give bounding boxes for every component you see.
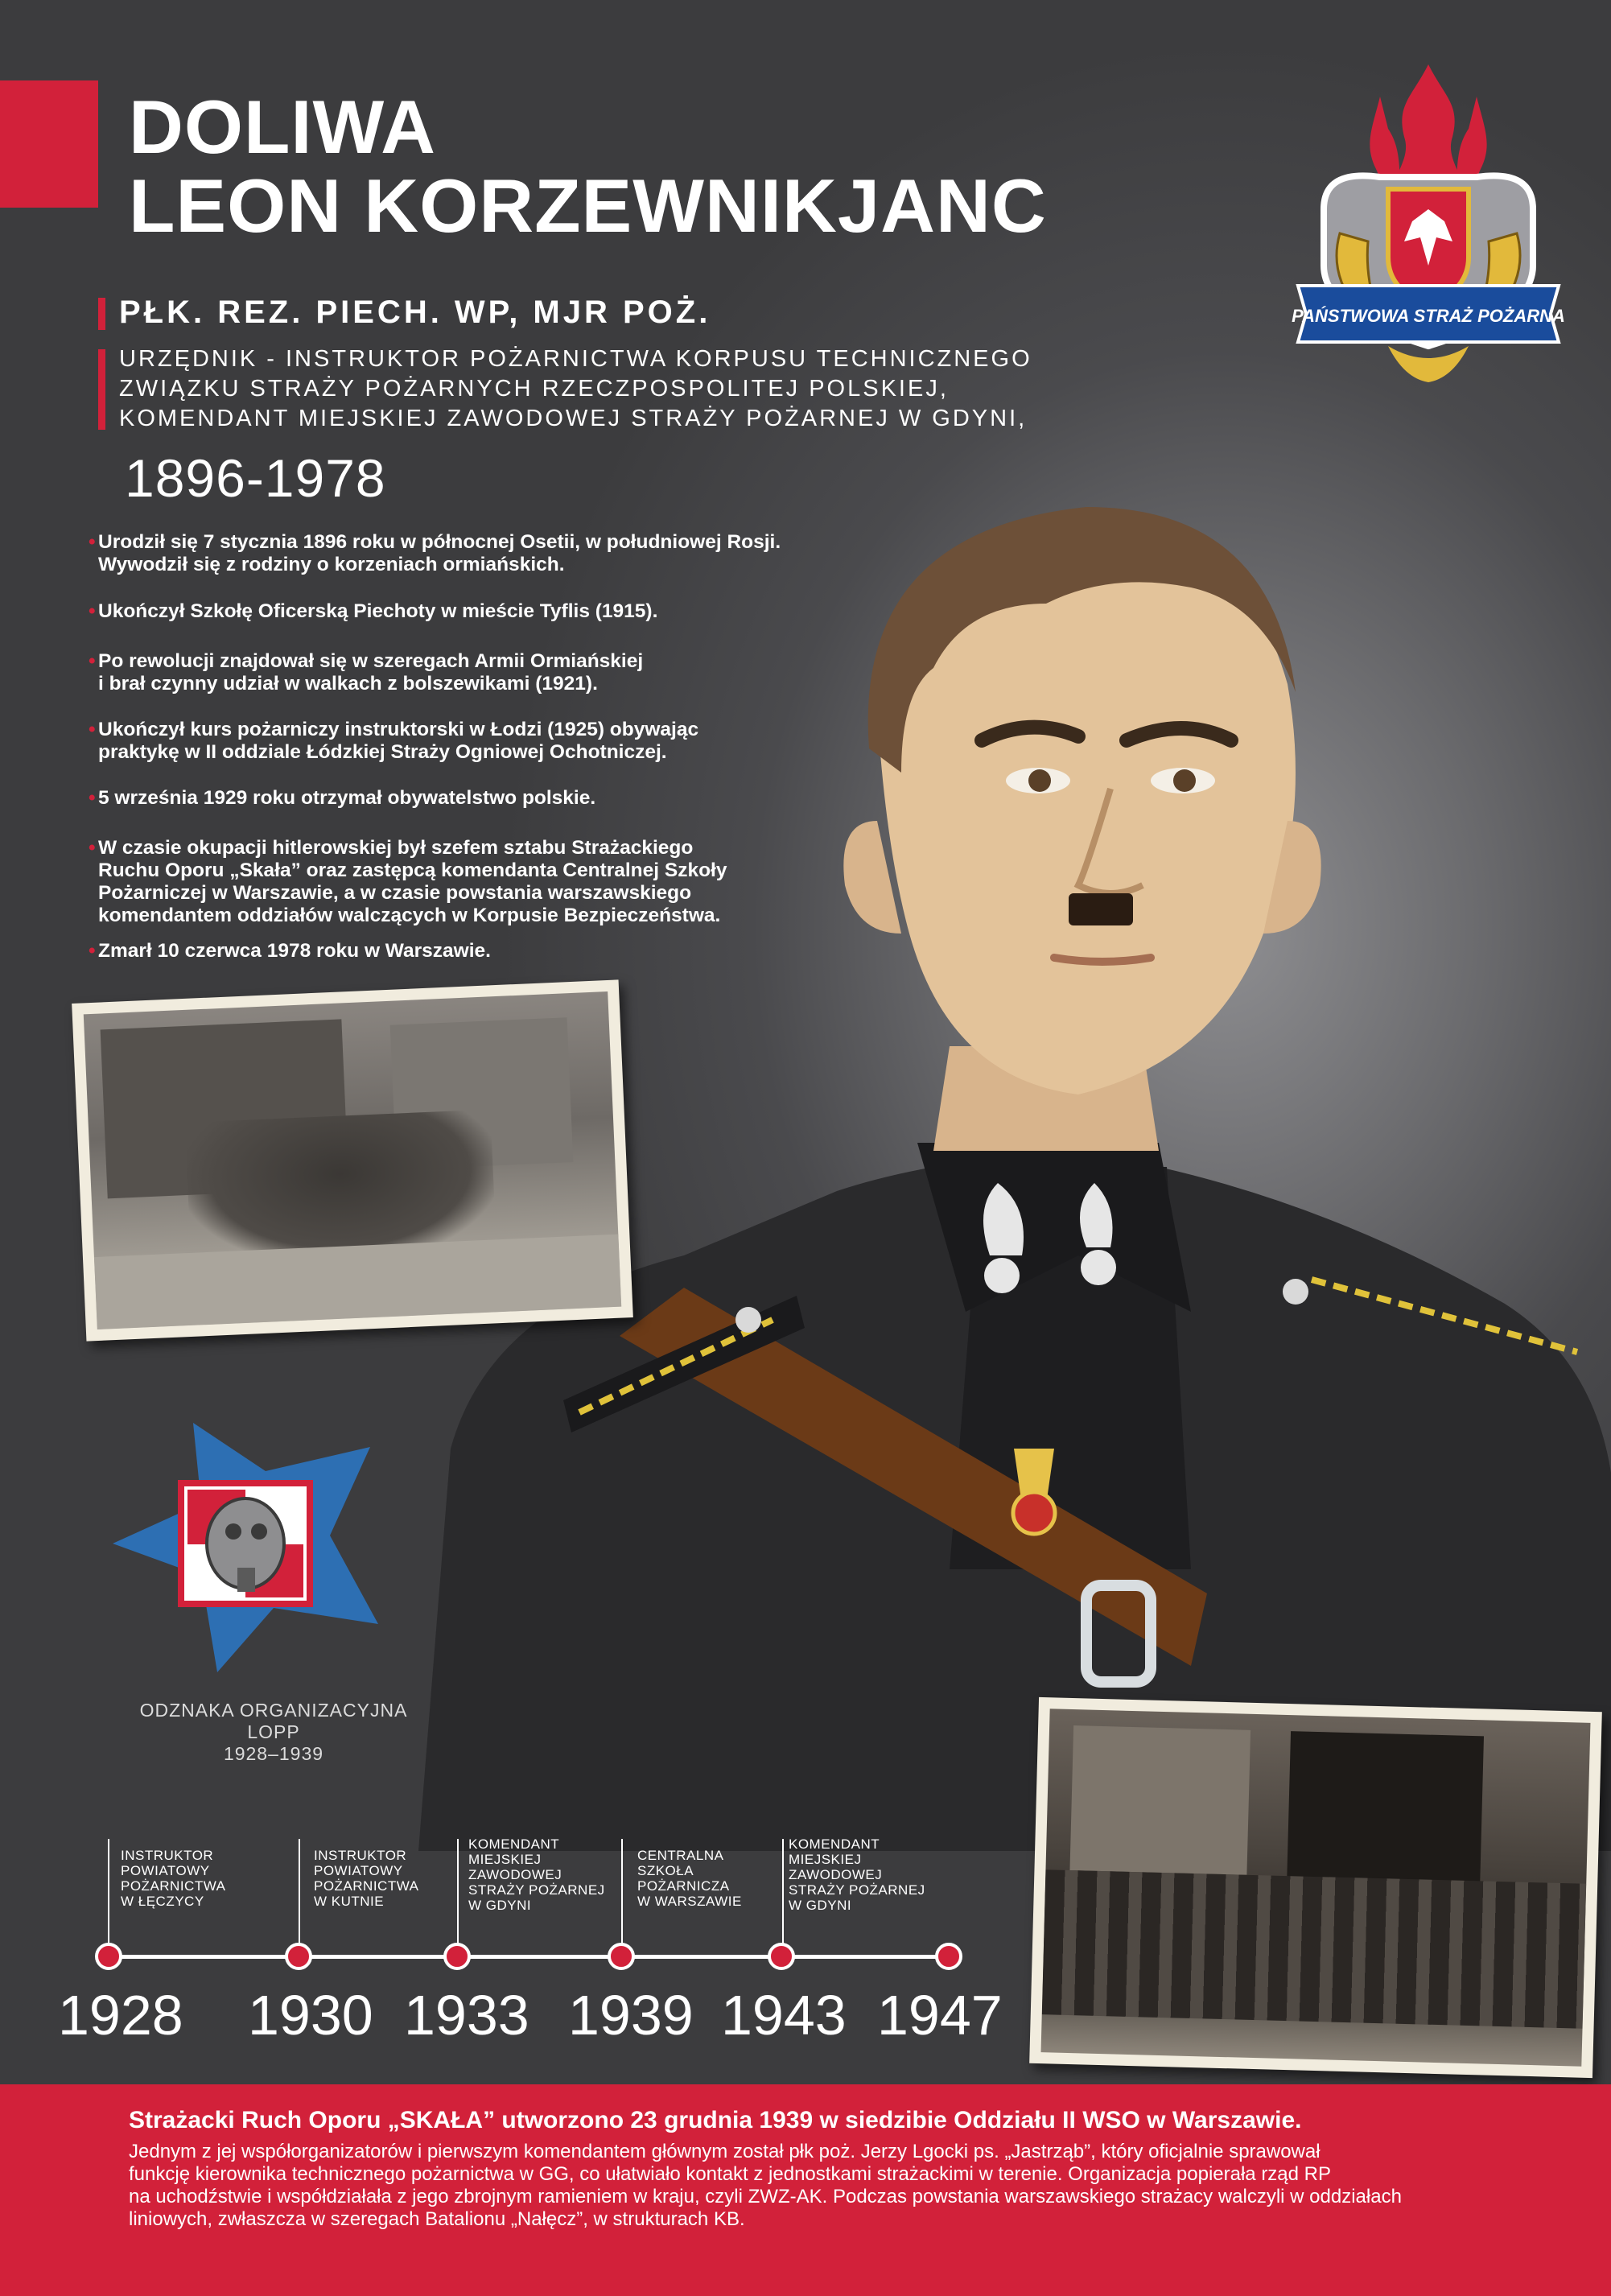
footer-line-4: liniowych, zwłaszcza w szeregach Batalionu „Nałęcz”, w strukturach KB. [129, 2208, 745, 2230]
badge-caption-line-1: ODZNAKA ORGANIZACYJNA LOPP [139, 1700, 408, 1742]
ribbon-text: PAŃSTWOWA STRAŻ POŻARNA [1292, 306, 1565, 326]
bio-item-5: • 5 września 1929 roku otrzymał obywatelstwo polskie. [89, 787, 596, 809]
badge-caption-line-2: 1928–1939 [223, 1743, 324, 1764]
timeline-dot-1947 [935, 1943, 962, 1970]
timeline-line [109, 1955, 950, 1959]
footer-banner [0, 2084, 1611, 2296]
timeline-year-1930: 1930 [248, 1984, 373, 2047]
name-line-2: LEON KORZEWNIKJANC [129, 163, 1047, 248]
timeline-label-3: KOMENDANT MIEJSKIEJ ZAWODOWEJ STRAŻY POŻARNEJ W GDYNI [468, 1836, 605, 1913]
bio-item-2: • Ukończył Szkołę Oficerską Piechoty w mieście Tyflis (1915). [89, 600, 658, 622]
timeline-label-5: KOMENDANT MIEJSKIEJ ZAWODOWEJ STRAŻY POŻARNEJ W GDYNI [789, 1836, 925, 1913]
timeline-tick-3 [457, 1839, 459, 1948]
position-text [119, 344, 1165, 434]
fire-service-logo [1292, 48, 1565, 394]
timeline-tick-2 [299, 1839, 300, 1948]
timeline-label-4: CENTRALNA SZKOŁA POŻARNICZA W WARSZAWIE [637, 1848, 742, 1909]
timeline-year-1947: 1947 [877, 1984, 1003, 2047]
bio-item-4: • Ukończył kurs pożarniczy instruktorski w Łodzi (1925) obywając praktykę w II oddziale Łódzkiej Straży Ogniowej Ochotniczej. [89, 719, 699, 763]
timeline-year-1933: 1933 [404, 1984, 529, 2047]
footer-line-2: funkcję kierownika technicznego pożarnictwa w GG, co ułatwiało kontakt z jednostkami strażackimi w terenie. Organizacja popierała rząd RP [129, 2163, 1332, 2185]
timeline-year-1939: 1939 [568, 1984, 694, 2047]
footer-line-1: Jednym z jej współorganizatorów i pierwszym komendantem głównym został płk poż. Jerzy Lgocki ps. „Jastrząb”, który oficjalnie sprawował [129, 2141, 1321, 2162]
position-line-3: KOMENDANT MIEJSKIEJ ZAWODOWEJ STRAŻY POŻARNEJ W GDYNI, [119, 406, 1028, 431]
footer-paragraph [129, 2141, 1545, 2231]
timeline-dot-1930 [285, 1943, 312, 1970]
timeline-label-1: INSTRUKTOR POWIATOWY POŻARNICTWA W ŁĘCZYCY [121, 1848, 226, 1909]
timeline-tick-1 [108, 1839, 109, 1948]
lopp-badge-icon [105, 1415, 386, 1680]
timeline-year-1928: 1928 [58, 1984, 183, 2047]
timeline-dot-1928 [95, 1943, 122, 1970]
archival-photo-firefighters-group [1029, 1697, 1602, 2078]
timeline-dot-1933 [443, 1943, 471, 1970]
timeline-dot-1939 [608, 1943, 635, 1970]
title-accent-bar [0, 80, 98, 208]
bio-item-7: • Zmarł 10 czerwca 1978 roku w Warszawie. [89, 940, 491, 962]
timeline-dot-1943 [768, 1943, 795, 1970]
position-line-1: URZĘDNIK - INSTRUKTOR POŻARNICTWA KORPUSU TECHNICZNEGO [119, 346, 1032, 372]
position-accent-bar [98, 349, 105, 430]
position-line-2: ZWIĄZKU STRAŻY POŻARNYCH RZECZPOSPOLITEJ POLSKIEJ, [119, 376, 949, 402]
bio-item-6: • W czasie okupacji hitlerowskiej był szefem sztabu Strażackiego Ruchu Oporu „Skała” oraz zastępcą komendanta Centralnej Szkoły Pożarniczej w Warszawie, a w czasie powstania warszawskiego komendantem oddziałów walczących w Korpusie Bezpieczeństwa. [89, 837, 727, 926]
rank-accent-bar [98, 298, 105, 330]
bio-item-3: • Po rewolucji znajdował się w szeregach Armii Ormiańskiej i brał czynny udział w walkach z bolszewikami (1921). [89, 650, 644, 695]
footer-heading: Strażacki Ruch Oporu „SKAŁA” utworzono 23 grudnia 1939 w siedzibie Oddziału II WSO w Warszawie. [129, 2107, 1302, 2133]
laurel-bottom-icon [1388, 346, 1469, 382]
timeline-tick-4 [621, 1839, 623, 1948]
archival-photo-firefighters-women [72, 979, 633, 1341]
badge-caption [121, 1700, 426, 1765]
rank-text: PŁK. REZ. PIECH. WP, MJR POŻ. [119, 295, 711, 330]
timeline-tick-5 [782, 1839, 784, 1948]
timeline-label-2: INSTRUKTOR POWIATOWY POŻARNICTWA W KUTNIE [314, 1848, 419, 1909]
life-years: 1896-1978 [125, 448, 386, 508]
footer-line-3: na uchodźstwie i współdziałała z jego zbrojnym ramieniem w kraju, czyli ZWZ-AK. Podczas powstania warszawskiego strażacy walczyli w oddziałach [129, 2186, 1402, 2207]
bio-item-1: • Urodził się 7 stycznia 1896 roku w północnej Osetii, w południowej Rosji. Wywodził się z rodziny o korzeniach ormiańskich. [89, 531, 781, 575]
timeline-year-1943: 1943 [721, 1984, 847, 2047]
name-line-1: DOLIWA [129, 85, 436, 169]
